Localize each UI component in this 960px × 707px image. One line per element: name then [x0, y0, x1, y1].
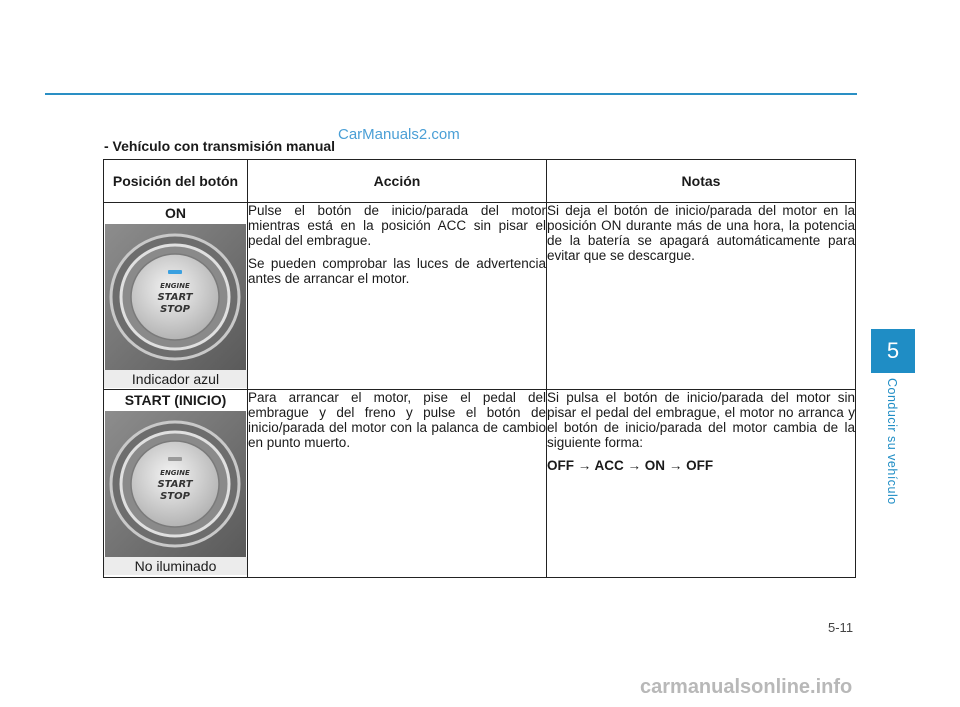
- footer-watermark[interactable]: carmanualsonline.info: [640, 676, 853, 698]
- notes-cell: [547, 203, 856, 390]
- indicator-light: [168, 270, 182, 274]
- header-rule: [45, 93, 857, 95]
- position-caption: Indicador azul: [104, 370, 247, 388]
- table-header-row: [104, 160, 856, 203]
- position-label: ON: [165, 205, 186, 221]
- position-cell: [104, 203, 248, 390]
- header-position: Posición del botón: [104, 160, 248, 203]
- button-engine-text: ENGINE: [160, 282, 190, 290]
- state-acc: ACC: [594, 458, 624, 473]
- state-off: OFF: [686, 458, 714, 473]
- notes-cell: [547, 390, 856, 578]
- position-cell: [104, 390, 248, 578]
- chapter-tab: 5: [871, 329, 915, 373]
- arrow-right-icon: →: [668, 458, 683, 473]
- indicator-light: [168, 457, 182, 461]
- table-row: [104, 390, 856, 578]
- notes-paragraph: Si deja el botón de inicio/parada del motor en la posición ON durante más de una hora, la potencia de la batería se apagará automáticamente para evitar que se descargue.: [547, 203, 855, 263]
- action-paragraph: Pulse el botón de inicio/parada del motor mientras está en la posición ACC sin pisar el pedal del embrague.: [248, 203, 546, 248]
- table-row: [104, 203, 856, 390]
- header-notes: Notas: [547, 160, 856, 203]
- button-stop-text: STOP: [160, 491, 190, 502]
- engine-start-button-image: [105, 411, 246, 557]
- button-start-text: START: [157, 292, 193, 303]
- position-label: START (INICIO): [124, 392, 227, 408]
- arrow-right-icon: →: [627, 458, 642, 473]
- chapter-label: Conducir su vehículo: [885, 378, 899, 505]
- button-engine-text: ENGINE: [160, 469, 190, 477]
- action-paragraph: Se pueden comprobar las luces de advertencia antes de arrancar el motor.: [248, 256, 546, 286]
- state-sequence: [547, 458, 855, 473]
- position-caption: No iluminado: [104, 557, 247, 575]
- header-action: Acción: [248, 160, 547, 203]
- notes-paragraph: Si pulsa el botón de inicio/parada del motor sin pisar el pedal del embrague, el motor no arranca y el botón de inicio/parada del motor cambia de la siguiente forma:: [547, 390, 855, 450]
- button-start-text: START: [157, 479, 193, 490]
- state-on: ON: [644, 458, 666, 473]
- arrow-right-icon: →: [577, 458, 592, 473]
- action-cell: [248, 203, 547, 390]
- start-stop-table: [103, 159, 856, 578]
- watermark-link[interactable]: CarManuals2.com: [338, 126, 460, 143]
- button-stop-text: STOP: [160, 304, 190, 315]
- action-paragraph: Para arrancar el motor, pise el pedal del embrague y del freno y pulse el botón de inicio/parada del motor con la palanca de cambio en punto muerto.: [248, 390, 546, 450]
- page-number: 5-11: [828, 620, 854, 635]
- section-title: - Vehículo con transmisión manual: [104, 138, 336, 154]
- engine-start-button-image: [105, 224, 246, 370]
- action-cell: [248, 390, 547, 578]
- state-off: OFF: [547, 458, 574, 473]
